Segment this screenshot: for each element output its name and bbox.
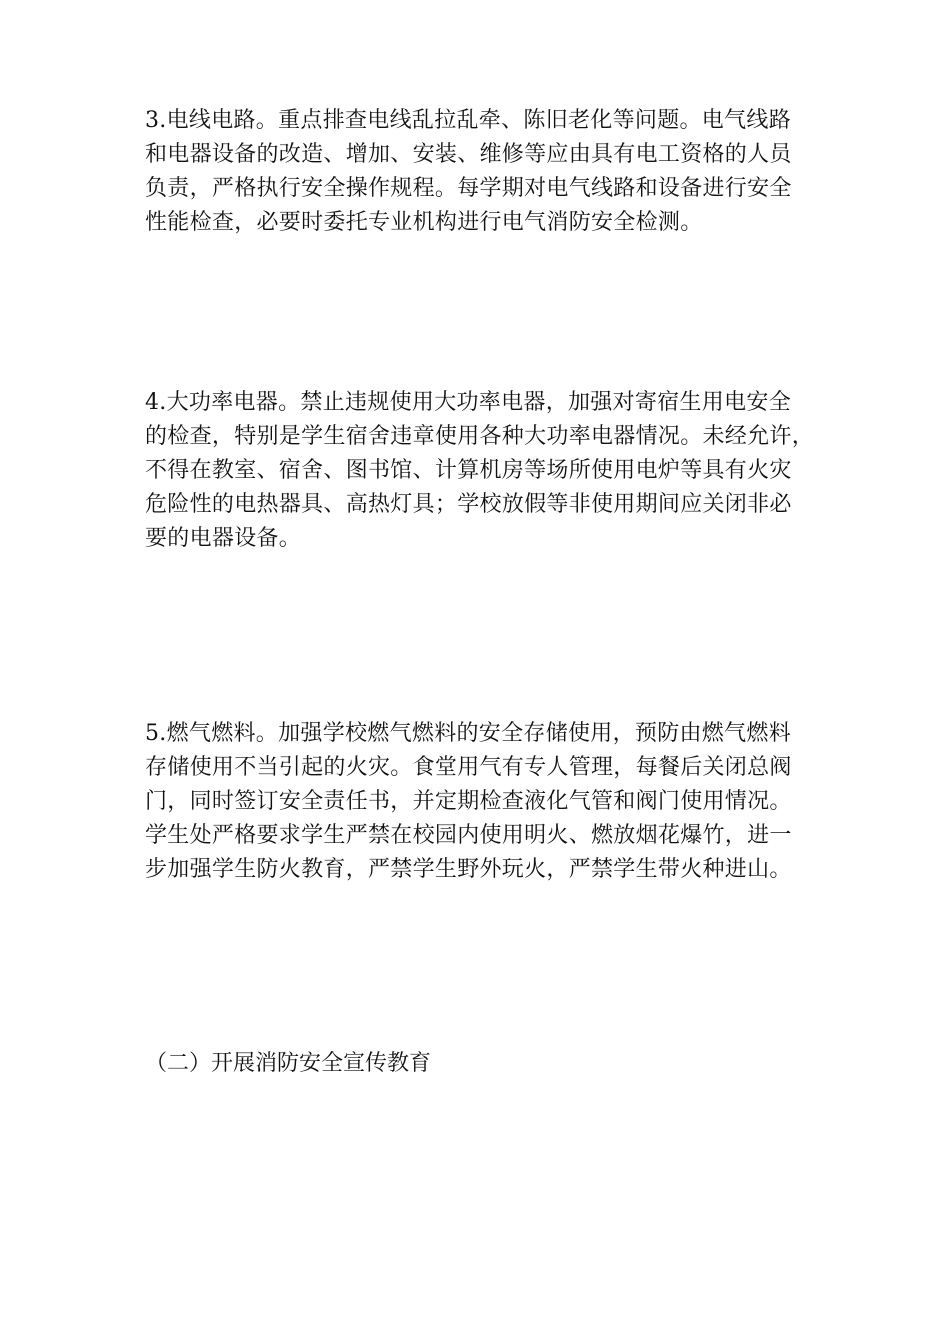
paragraph-line: 性能检查，必要时委托专业机构进行电气消防安全检测。 <box>145 210 703 235</box>
paragraph-line: 存储使用不当引起的火灾。食堂用气有专人管理，每餐后关闭总阀 <box>145 755 792 780</box>
paragraph-line: 学生处严格要求学生严禁在校园内使用明火、燃放烟花爆竹，进一 <box>145 823 792 848</box>
paragraph-line: 要的电器设备。 <box>145 526 302 551</box>
paragraph-line: 4.大功率电器。禁止违规使用大功率电器，加强对寄宿生用电安全 <box>145 390 791 415</box>
section-heading: （二）开展消防安全宣传教育 <box>145 1051 432 1076</box>
paragraph-line: 的检查，特别是学生宿舍违章使用各种大功率电器情况。未经允许， <box>145 424 815 449</box>
paragraph-gas-fuel <box>145 717 805 887</box>
paragraph-line: 门，同时签订安全责任书，并定期检查液化气管和阀门使用情况。 <box>145 789 792 814</box>
paragraph-electrical-wiring <box>145 104 805 240</box>
paragraph-line: 不得在教室、宿舍、图书馆、计算机房等场所使用电炉等具有火灾 <box>145 458 792 483</box>
paragraph-line: 步加强学生防火教育，严禁学生野外玩火，严禁学生带火种进山。 <box>145 857 792 882</box>
paragraph-line: 和电器设备的改造、增加、安装、维修等应由具有电工资格的人员 <box>145 142 792 167</box>
paragraph-line: 5.燃气燃料。加强学校燃气燃料的安全存储使用，预防由燃气燃料 <box>145 721 791 746</box>
paragraph-line: 3.电线电路。重点排查电线乱拉乱牵、陈旧老化等问题。电气线路 <box>145 108 791 133</box>
paragraph-line: 负责，严格执行安全操作规程。每学期对电气线路和设备进行安全 <box>145 176 792 201</box>
paragraph-line: 危险性的电热器具、高热灯具；学校放假等非使用期间应关闭非必 <box>145 492 792 517</box>
paragraph-high-power-appliances <box>145 386 815 556</box>
